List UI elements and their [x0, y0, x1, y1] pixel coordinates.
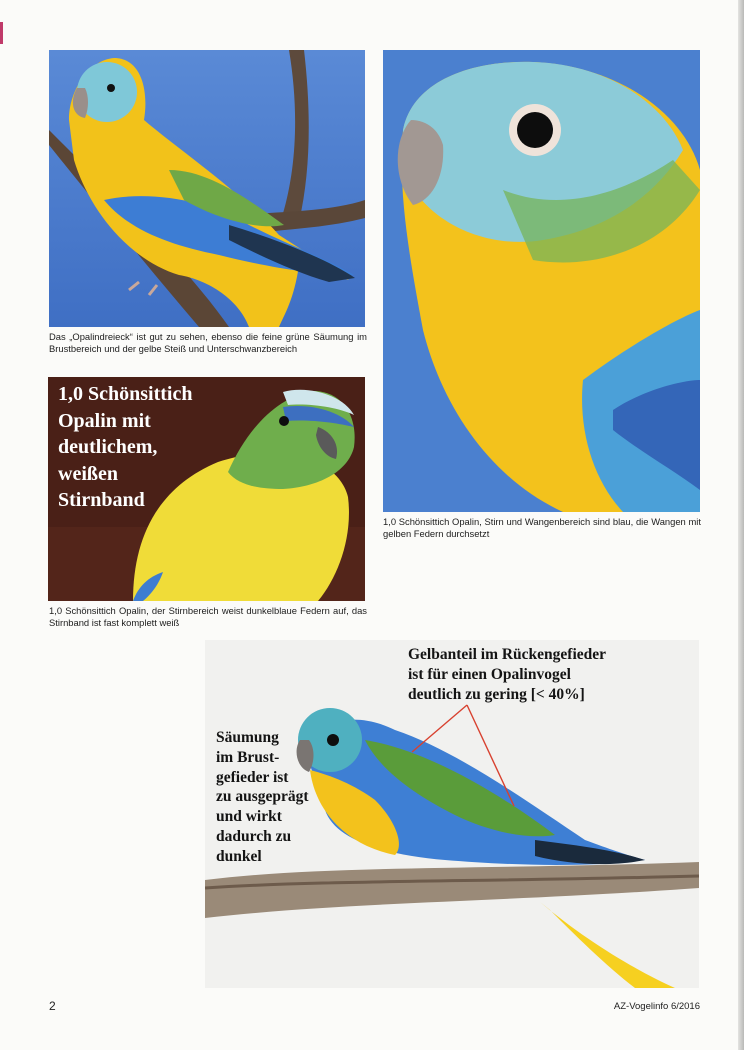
- annotation-line: gefieder ist: [216, 768, 289, 786]
- annotation-back-plumage: [408, 645, 698, 705]
- annotation-line: und wirkt: [216, 808, 282, 826]
- caption-middle-left: 1,0 Schönsittich Opalin, der Stirnbereich weist dunkelblaue Federn auf, das Stirnband ist fast komplett weiß: [49, 605, 367, 628]
- annotation-line: zu ausgeprägt: [216, 788, 309, 806]
- page-number: 2: [49, 999, 56, 1013]
- page-edge-shadow: [738, 0, 744, 1050]
- annotation-line: im Brust-: [216, 748, 280, 766]
- annotation-line: Säumung: [216, 729, 279, 746]
- overlay-title-line: deutlichem,: [58, 436, 158, 458]
- annotation-line: dunkel: [216, 847, 262, 865]
- issue-label: AZ-Vogelinfo 6/2016: [613, 1001, 700, 1012]
- binding-mark: [0, 22, 3, 44]
- annotation-line: ist für einen Opalinvogel: [408, 666, 571, 683]
- annotation-line: deutlich zu gering [< 40%]: [408, 686, 585, 703]
- overlay-title-line: weißen: [58, 462, 118, 485]
- annotation-breast-edging: [216, 728, 336, 867]
- caption-top-right: 1,0 Schönsittich Opalin, Stirn und Wangenbereich sind blau, die Wangen mit gelben Federn durchsetzt: [383, 516, 701, 539]
- photo-head-closeup: [383, 50, 700, 512]
- overlay-title-line: Opalin mit: [58, 409, 151, 432]
- photo-overlay-title: [58, 381, 238, 514]
- overlay-title-line: Stirnband: [58, 489, 145, 511]
- annotation-line: Gelbanteil im Rückengefieder: [408, 646, 607, 663]
- photo-opalin-on-branch-image: [49, 50, 365, 327]
- photo-opalin-on-branch: [49, 50, 365, 327]
- photo-head-closeup-image: [383, 50, 700, 512]
- caption-top-left: Das „Opalindreieck“ ist gut zu sehen, ebenso die feine grüne Säumung im Brustbereich und der gelbe Steiß und Unterschwanzbereich: [49, 331, 367, 354]
- overlay-title-line: 1,0 Schönsittich: [58, 383, 193, 405]
- annotation-line: dadurch zu: [216, 827, 292, 845]
